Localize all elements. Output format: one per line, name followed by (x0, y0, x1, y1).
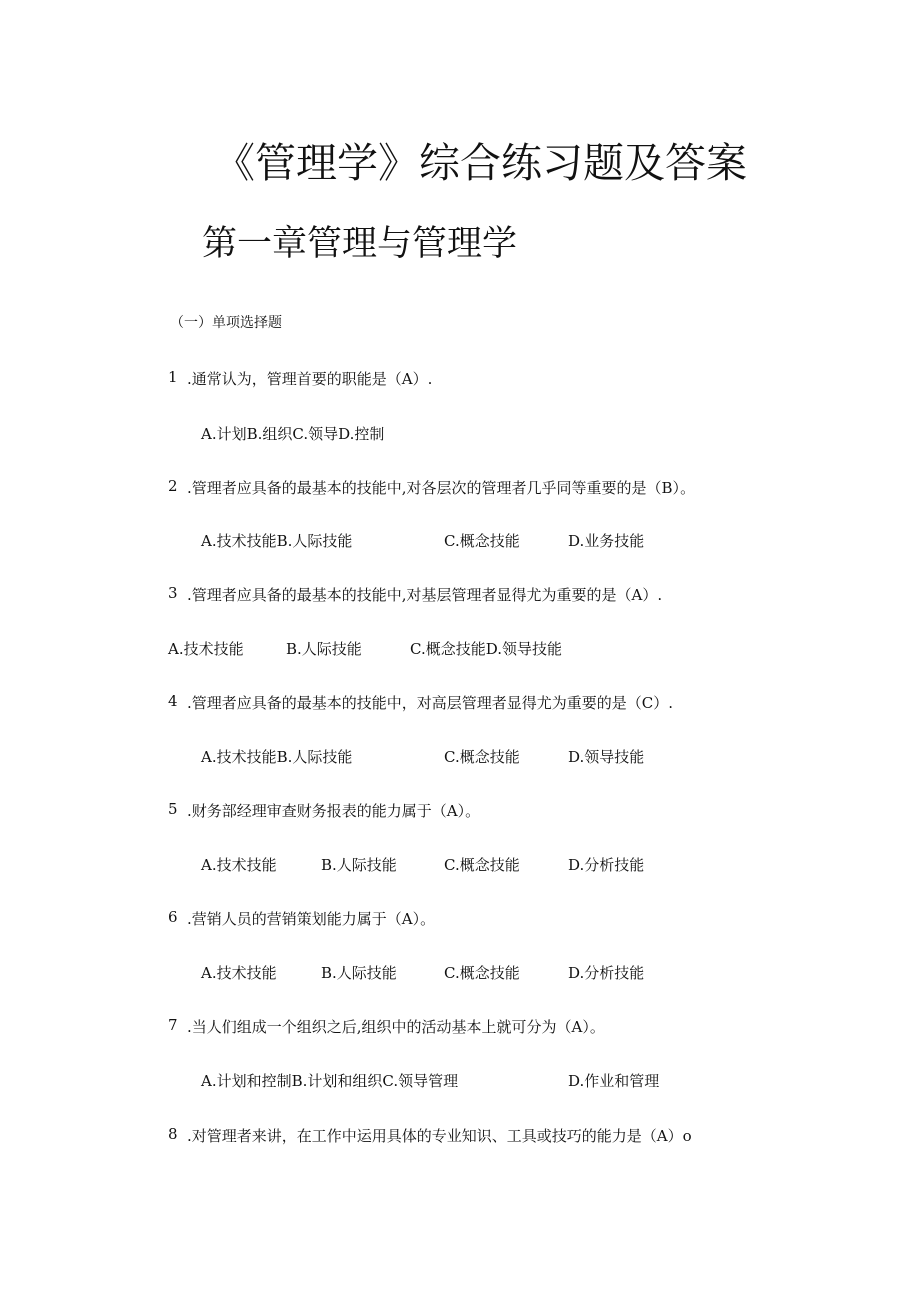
question-option: D.领导技能 (568, 748, 645, 766)
question-option: B.人际技能 (321, 964, 397, 982)
question-text: .财务部经理审查财务报表的能力属于（A）。 (187, 802, 481, 820)
question-number: 2 (168, 477, 178, 495)
question-option: A.技术技能 (201, 964, 277, 982)
question-text: .营销人员的营销策划能力属于（A）。 (187, 910, 436, 928)
question-number: 6 (168, 908, 178, 926)
question-text: .通常认为，管理首要的职能是（A）. (187, 370, 433, 388)
question-option: A.技术技能 (168, 640, 244, 658)
question-option: C.概念技能D.领导技能 (410, 640, 562, 658)
question-number: 3 (168, 584, 178, 602)
question-option: A.计划B.组织C.领导D.控制 (201, 425, 385, 443)
question-text: .当人们组成一个组织之后,组织中的活动基本上就可分为（A）。 (187, 1018, 605, 1036)
section-heading: （一）单项选择题 (170, 315, 282, 331)
question-text: .管理者应具备的最基本的技能中，对高层管理者显得尤为重要的是（C）. (187, 694, 674, 712)
question-number: 1 (168, 368, 178, 386)
question-text: .管理者应具备的最基本的技能中,对基层管理者显得尤为重要的是（A）. (187, 586, 663, 604)
chapter-heading: 第一章管理与管理学 (202, 224, 518, 264)
question-text: .对管理者来讲，在工作中运用具体的专业知识、工具或技巧的能力是（A）o (187, 1127, 692, 1145)
question-option: A.技术技能B.人际技能 (201, 532, 353, 550)
question-option: D.作业和管理 (568, 1072, 660, 1090)
question-option: C.概念技能 (444, 748, 520, 766)
question-text: .管理者应具备的最基本的技能中,对各层次的管理者几乎同等重要的是（B）。 (187, 479, 696, 497)
question-number: 5 (168, 800, 178, 818)
question-option: C.概念技能 (444, 532, 520, 550)
question-option: D.分析技能 (568, 964, 645, 982)
question-option: A.计划和控制B.计划和组织C.领导管理 (201, 1072, 459, 1090)
question-option: B.人际技能 (321, 856, 397, 874)
question-option: A.技术技能B.人际技能 (201, 748, 353, 766)
question-option: D.业务技能 (568, 532, 645, 550)
question-option: D.分析技能 (568, 856, 645, 874)
question-number: 7 (168, 1016, 178, 1034)
question-number: 4 (168, 692, 178, 710)
question-option: B.人际技能 (286, 640, 362, 658)
question-option: C.概念技能 (444, 964, 520, 982)
question-number: 8 (168, 1125, 178, 1143)
question-option: A.技术技能 (201, 856, 277, 874)
question-option: C.概念技能 (444, 856, 520, 874)
document-title: 《管理学》综合练习题及答案 (214, 139, 747, 187)
